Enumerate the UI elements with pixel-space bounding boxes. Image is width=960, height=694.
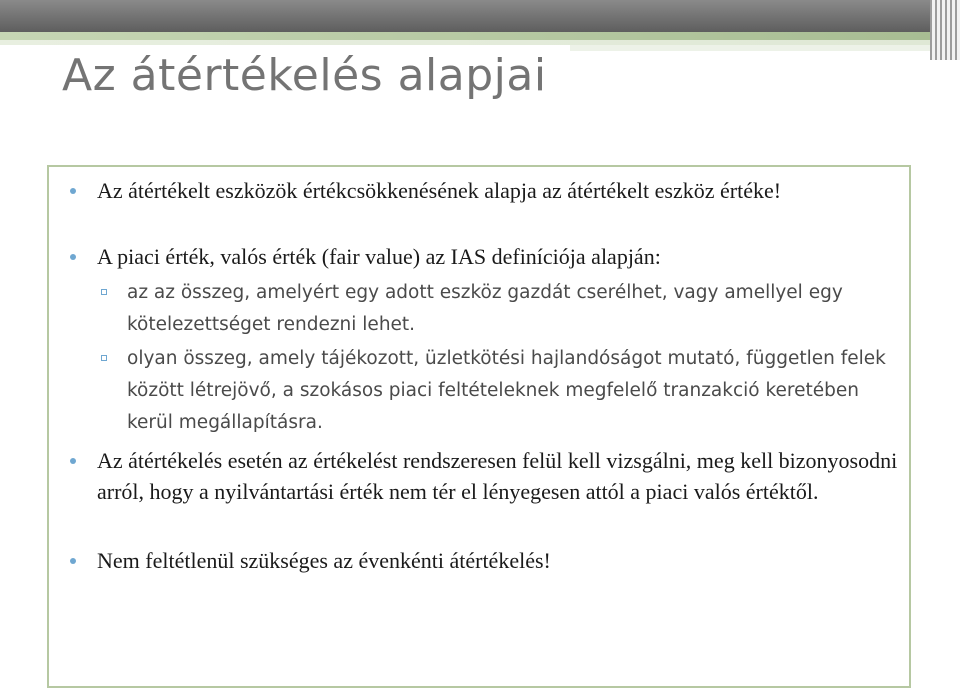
accent-bar (0, 32, 930, 40)
bullet-item (97, 175, 907, 206)
bullet-item (97, 545, 907, 576)
sub-bullet-square-icon (101, 355, 107, 361)
sub-bullet-item (127, 277, 907, 341)
bullet-text: Az átértékelés esetén az értékelést rendszeresen felül kell vizsgálni, meg kell bizonyosodni arról, hogy a nyilvántartási érték nem tér el lényegesen attól a piaci valós értéktől. (97, 448, 898, 504)
bullet-text: Az átértékelt eszközök értékcsökkenésének alapja az átértékelt eszköz értéke! (97, 178, 782, 203)
bullet-item (97, 241, 907, 272)
accent-bar-light-right (570, 45, 930, 51)
decorative-stripes (930, 0, 960, 60)
bullet-item (97, 445, 907, 507)
bullet-text: Nem feltétlenül szükséges az évenkénti átértékelés! (97, 548, 551, 573)
top-bar (0, 0, 960, 32)
sub-bullet-item (127, 343, 907, 439)
sub-bullet-text: olyan összeg, amely tájékozott, üzletkötési hajlandóságot mutató, független felek között létrejövő, a szokásos piaci feltételeknek megfelelő tranzakció keretében kerül megállapításra. (127, 348, 886, 433)
bullet-dot-icon (70, 188, 76, 194)
sub-bullet-text: az az összeg, amelyért egy adott eszköz gazdát cserélhet, vagy amellyel egy kötelezettséget rendezni lehet. (127, 282, 843, 335)
bullet-dot-icon (70, 254, 76, 260)
bullet-text: A piaci érték, valós érték (fair value) az IAS definíciója alapján: (97, 244, 661, 269)
bullet-dot-icon (70, 458, 76, 464)
bullet-list (49, 167, 909, 686)
content-box (47, 165, 911, 688)
bullet-dot-icon (70, 558, 76, 564)
sub-bullet-square-icon (101, 289, 107, 295)
slide-title: Az átértékelés alapjai (62, 50, 547, 101)
